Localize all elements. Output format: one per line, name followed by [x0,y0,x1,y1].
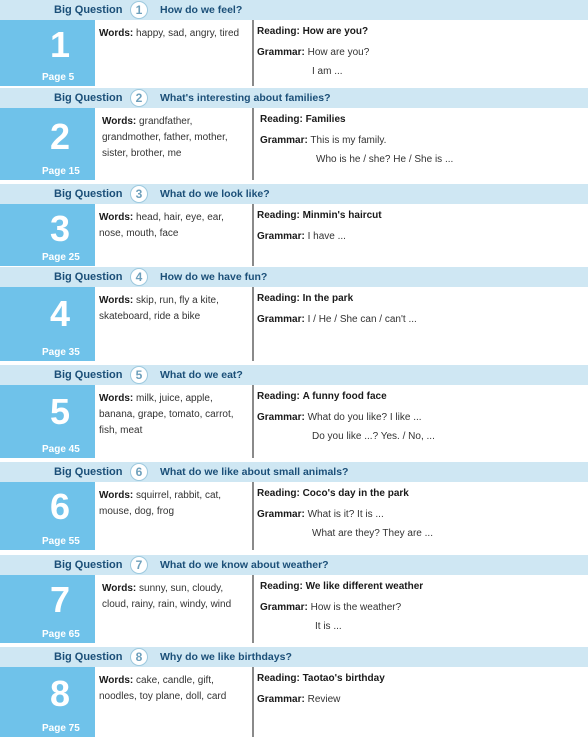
reading-cell [257,673,385,684]
grammar-line-2: What are they? They are ... [312,528,433,539]
grammar-cell [260,132,386,150]
question-number: 6 [130,463,148,481]
grammar-line-1: This is my family. [310,135,387,146]
grammar-line-1: How is the weather? [310,602,402,613]
words-list: skip, run, fly a kite, skateboard, ride a bike [99,295,219,322]
grammar-line-1: I have ... [307,231,346,242]
big-question-text: How do we have fun? [160,271,268,283]
big-question-bar [0,267,588,287]
grammar-line-2: Do you like ...? Yes. / No, ... [312,431,435,442]
words-label: Words: [99,393,134,404]
unit-4 [0,267,588,361]
reading-title: Taotao's birthday [302,673,385,684]
grammar-label: Grammar: [260,602,308,613]
unit-3 [0,184,588,266]
big-question-text: What's interesting about families? [160,92,331,104]
grammar-cell [260,599,401,617]
big-question-bar [0,184,588,204]
words-cell [99,391,249,439]
grammar-cell [257,506,384,524]
unit-number: 2 [49,116,71,157]
big-question-label: Big Question [54,92,123,104]
big-question-bar [0,462,588,482]
big-question-text: What do we eat? [160,369,243,381]
unit-number-box [0,575,95,643]
page-number: Page 45 [42,444,80,455]
divider [252,204,254,266]
big-question-bar [0,647,588,667]
big-question-text: How do we feel? [160,4,243,16]
divider [252,667,254,737]
words-list: grandfather, grandmother, father, mother, sister, brother, me [102,116,228,159]
unit-number: 5 [49,391,71,432]
grammar-label: Grammar: [257,509,305,520]
unit-number: 8 [49,673,71,714]
unit-number-box [0,667,95,737]
unit-number: 7 [49,579,71,620]
divider [252,482,254,550]
reading-title: Minmin's haircut [302,210,382,221]
unit-number-box [0,108,95,180]
page-number: Page 15 [42,166,80,177]
unit-6 [0,462,588,550]
reading-title: In the park [302,293,354,304]
grammar-line-1: What is it? It is ... [307,509,384,520]
reading-label: Reading: [257,293,300,304]
unit-2 [0,88,588,180]
grammar-line-2: I am ... [312,66,343,77]
grammar-label: Grammar: [257,694,305,705]
unit-number-box [0,204,95,266]
divider [252,287,254,361]
page-number: Page 75 [42,723,80,734]
reading-label: Reading: [260,581,303,592]
divider [252,575,254,643]
reading-cell [257,26,368,37]
unit-body [0,385,588,458]
divider [252,20,254,86]
reading-cell [257,293,353,304]
reading-title: We like different weather [305,581,424,592]
words-cell [99,673,249,705]
reading-cell [260,114,346,125]
unit-body [0,667,588,737]
words-label: Words: [99,295,134,306]
reading-label: Reading: [257,210,300,221]
unit-number-box [0,385,95,458]
unit-body [0,20,588,86]
big-question-bar [0,365,588,385]
words-label: Words: [99,212,134,223]
unit-body [0,108,588,180]
reading-title: How are you? [302,26,369,37]
unit-7 [0,555,588,643]
big-question-label: Big Question [54,369,123,381]
words-label: Words: [99,675,134,686]
words-list: happy, sad, angry, tired [136,28,240,39]
reading-title: Families [305,114,346,125]
question-number: 8 [130,648,148,666]
page-number: Page 25 [42,252,80,263]
words-list: milk, juice, apple, banana, grape, tomato, carrot, fish, meat [99,393,234,436]
big-question-label: Big Question [54,559,123,571]
big-question-label: Big Question [54,271,123,283]
grammar-label: Grammar: [257,314,305,325]
reading-title: Coco's day in the park [302,488,409,499]
unit-number: 6 [49,486,71,527]
big-question-text: What do we look like? [160,188,270,200]
unit-body [0,482,588,550]
unit-number: 3 [49,208,71,249]
grammar-cell [257,44,369,62]
big-question-bar [0,555,588,575]
reading-cell [257,391,387,402]
words-label: Words: [99,28,134,39]
words-label: Words: [102,116,137,127]
unit-1 [0,0,588,86]
big-question-label: Big Question [54,466,123,478]
big-question-text: What do we know about weather? [160,559,329,571]
grammar-cell [257,691,340,709]
big-question-text: Why do we like birthdays? [160,651,292,663]
words-list: head, hair, eye, ear, nose, mouth, face [99,212,224,239]
grammar-line-1: Review [307,694,341,705]
reading-label: Reading: [257,391,300,402]
reading-cell [260,581,423,592]
words-cell [102,114,252,162]
words-label: Words: [102,583,137,594]
question-number: 4 [130,268,148,286]
question-number: 5 [130,366,148,384]
big-question-bar [0,0,588,20]
words-list: cake, candle, gift, noodles, toy plane, doll, card [99,675,227,702]
page-number: Page 5 [42,72,75,83]
unit-number-box [0,482,95,550]
reading-cell [257,210,382,221]
unit-body [0,287,588,361]
words-label: Words: [99,490,134,501]
unit-number: 4 [49,293,71,334]
grammar-label: Grammar: [260,135,308,146]
unit-number-box [0,20,95,86]
big-question-label: Big Question [54,4,123,16]
words-cell [99,210,249,242]
grammar-line-2: Who is he / she? He / She is ... [316,154,454,165]
grammar-line-2: It is ... [315,621,342,632]
unit-number: 1 [49,24,71,65]
reading-cell [257,488,409,499]
words-list: squirrel, rabbit, cat, mouse, dog, frog [99,490,222,517]
words-cell [99,488,249,520]
question-number: 3 [130,185,148,203]
grammar-line-1: I / He / She can / can't ... [307,314,417,325]
unit-5 [0,365,588,458]
question-number: 1 [130,1,148,19]
reading-label: Reading: [257,26,300,37]
divider [252,108,254,180]
words-cell [102,581,252,613]
grammar-cell [257,409,422,427]
big-question-label: Big Question [54,188,123,200]
unit-body [0,575,588,643]
words-cell [99,293,249,325]
page-number: Page 35 [42,347,80,358]
big-question-bar [0,88,588,108]
words-cell [99,26,249,42]
grammar-cell [257,228,346,246]
grammar-label: Grammar: [257,412,305,423]
big-question-label: Big Question [54,651,123,663]
grammar-label: Grammar: [257,47,305,58]
unit-8 [0,647,588,737]
unit-body [0,204,588,266]
words-list: sunny, sun, cloudy, cloud, rainy, rain, windy, wind [102,583,232,610]
page-number: Page 65 [42,629,80,640]
question-number: 2 [130,89,148,107]
reading-label: Reading: [257,673,300,684]
divider [252,385,254,458]
question-number: 7 [130,556,148,574]
big-question-text: What do we like about small animals? [160,466,349,478]
grammar-line-1: What do you like? I like ... [307,412,422,423]
reading-title: A funny food face [302,391,387,402]
reading-label: Reading: [260,114,303,125]
page-number: Page 55 [42,536,80,547]
grammar-label: Grammar: [257,231,305,242]
reading-label: Reading: [257,488,300,499]
grammar-cell [257,311,417,329]
unit-number-box [0,287,95,361]
grammar-line-1: How are you? [307,47,370,58]
